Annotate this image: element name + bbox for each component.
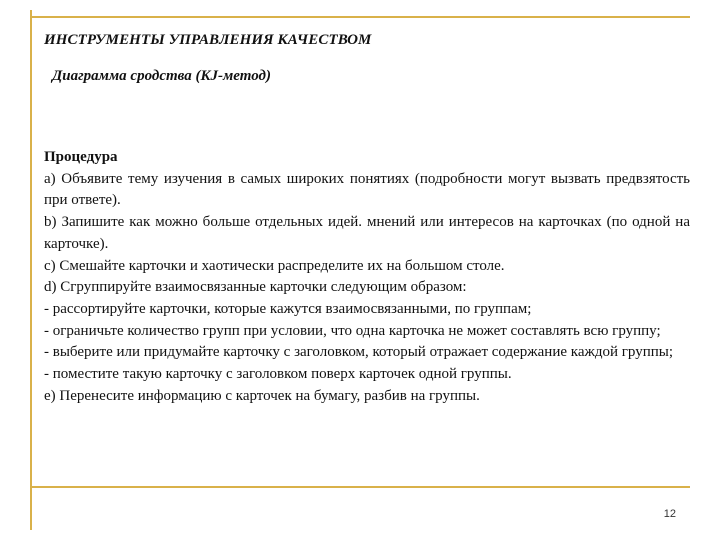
procedure-substep-2: - ограничьте количество групп при условии, что одна карточка не может составлять всю группу; — [44, 322, 661, 339]
frame-top-line — [32, 16, 690, 18]
procedure-step-c: c) Смешайте карточки и хаотически распределите их на большом столе. — [44, 257, 505, 274]
slide-subtitle: Диаграмма сродства (KJ-метод) — [52, 68, 271, 84]
procedure-step-e: e) Перенесите информацию с карточек на бумагу, разбив на группы. — [44, 387, 480, 404]
procedure-substep-4: - поместите такую карточку с заголовком поверх карточек одной группы. — [44, 366, 512, 383]
procedure-body — [44, 147, 690, 407]
procedure-heading: Процедура — [44, 149, 118, 165]
slide-title: ИНСТРУМЕНТЫ УПРАВЛЕНИЯ КАЧЕСТВОМ — [44, 32, 372, 48]
procedure-substep-1: - рассортируйте карточки, которые кажутся взаимосвязанными, по группам; — [44, 300, 532, 317]
procedure-step-b: b) Запишите как можно больше отдельных идей. мнений или интересов на карточках (по одной на карточке). — [44, 214, 690, 252]
frame-vertical-line — [30, 10, 32, 530]
page-number: 12 — [663, 508, 676, 520]
procedure-step-d: d) Сгруппируйте взаимосвязанные карточки следующим образом: — [44, 279, 467, 296]
procedure-substep-3: - выберите или придумайте карточку с заголовком, который отражает содержание каждой группы; — [44, 344, 674, 361]
frame-bottom-line — [32, 486, 690, 488]
procedure-step-a: a) Объявите тему изучения в самых широких понятиях (подробности могут вызвать предвзятость при ответе). — [44, 170, 690, 209]
